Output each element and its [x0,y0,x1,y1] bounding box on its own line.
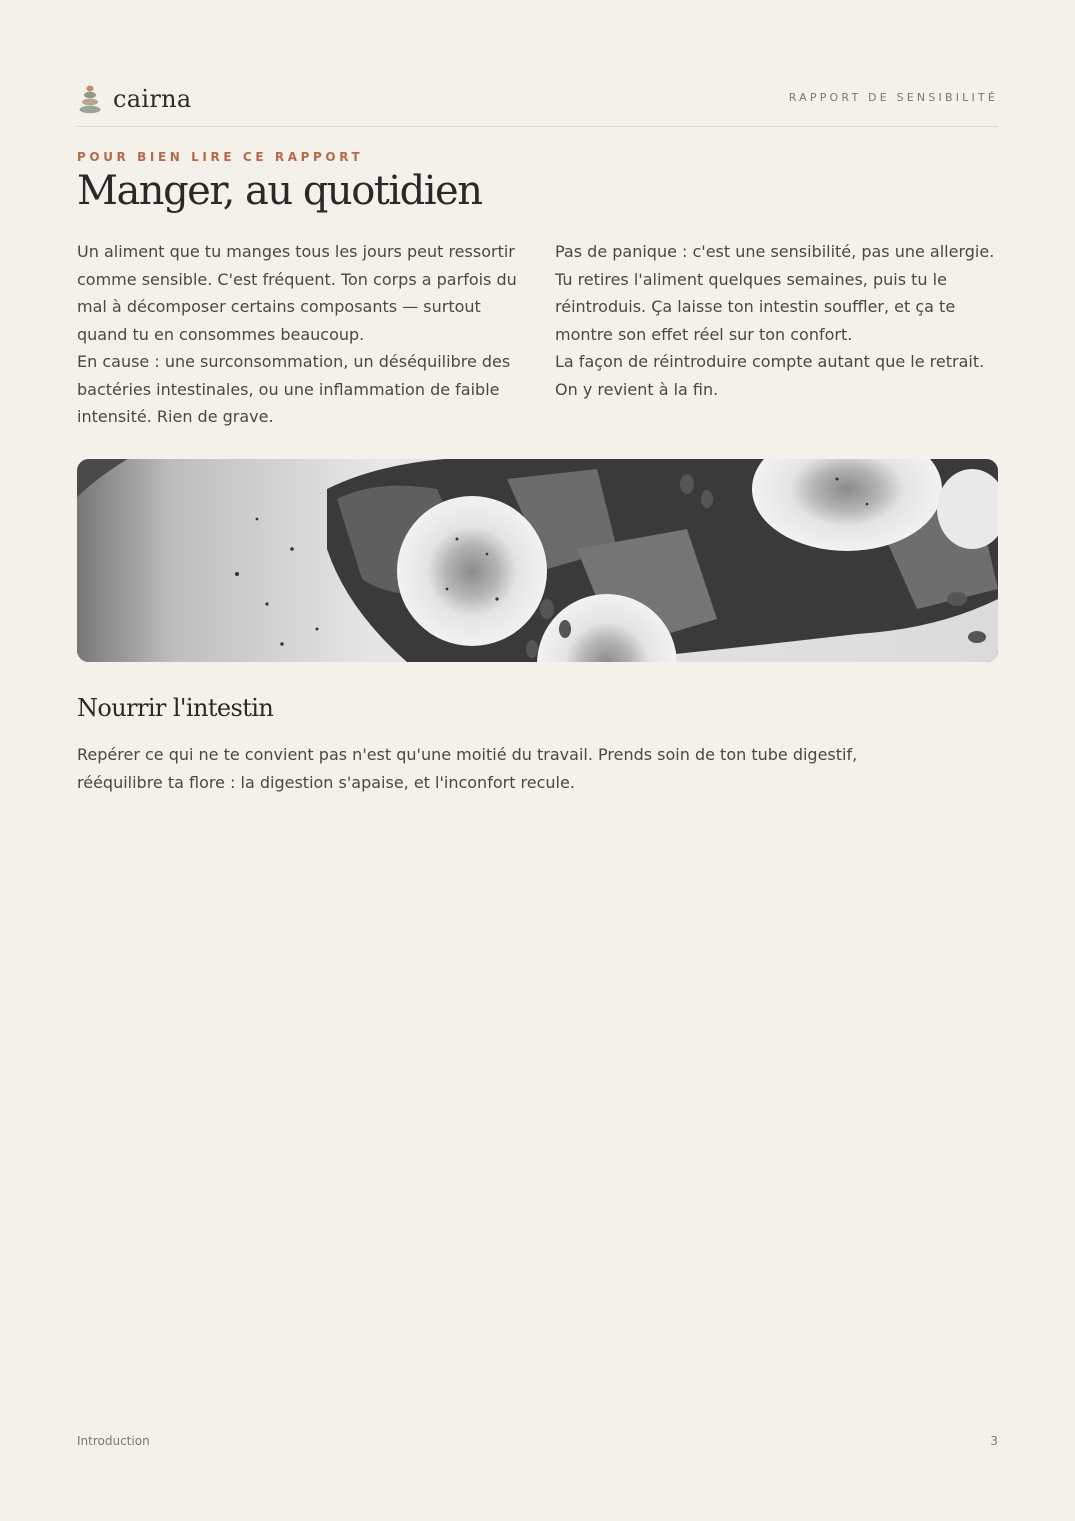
intro-paragraph: En cause : une surconsommation, un déséquilibre des bactéries intestinales, ou une inflammation de faible intensité. Rien de grave. [77,352,511,426]
intro-left-column [77,238,520,431]
page-title: Manger, au quotidien [77,168,482,214]
intro-right-column [555,238,998,403]
section-body: Repérer ce qui ne te convient pas n'est qu'une moitié du travail. Prends soin de ton tube digestif, rééquilibre ta flore : la digestion s'apaise, et l'inconfort recule. [77,745,858,792]
report-page [77,0,998,1521]
intro-paragraph: La façon de réintroduire compte autant que le retrait. On y revient à la fin. [555,352,985,399]
page-number: 3 [990,1434,998,1448]
report-type-label: RAPPORT DE SENSIBILITÉ [788,91,998,104]
intro-paragraph: Pas de panique : c'est une sensibilité, pas une allergie. Tu retires l'aliment quelques semaines, puis tu le réintroduis. Ça laisse ton intestin souffler, et ça te montre son effet réel sur ton confort. [555,242,995,344]
logo [77,84,191,114]
page-header [77,84,998,127]
food-photo [77,459,998,662]
section-title: Nourrir l'intestin [77,694,274,722]
logo-text: cairna [113,85,192,113]
section-eyebrow: POUR BIEN LIRE CE RAPPORT [77,150,364,164]
cairn-stones-icon [77,84,103,114]
footer-section-name: Introduction [77,1434,150,1448]
intro-paragraph: Un aliment que tu manges tous les jours peut ressortir comme sensible. C'est fréquent. Ton corps a parfois du mal à décomposer certains composants — surtout quand tu en consommes beaucoup. [77,242,517,344]
